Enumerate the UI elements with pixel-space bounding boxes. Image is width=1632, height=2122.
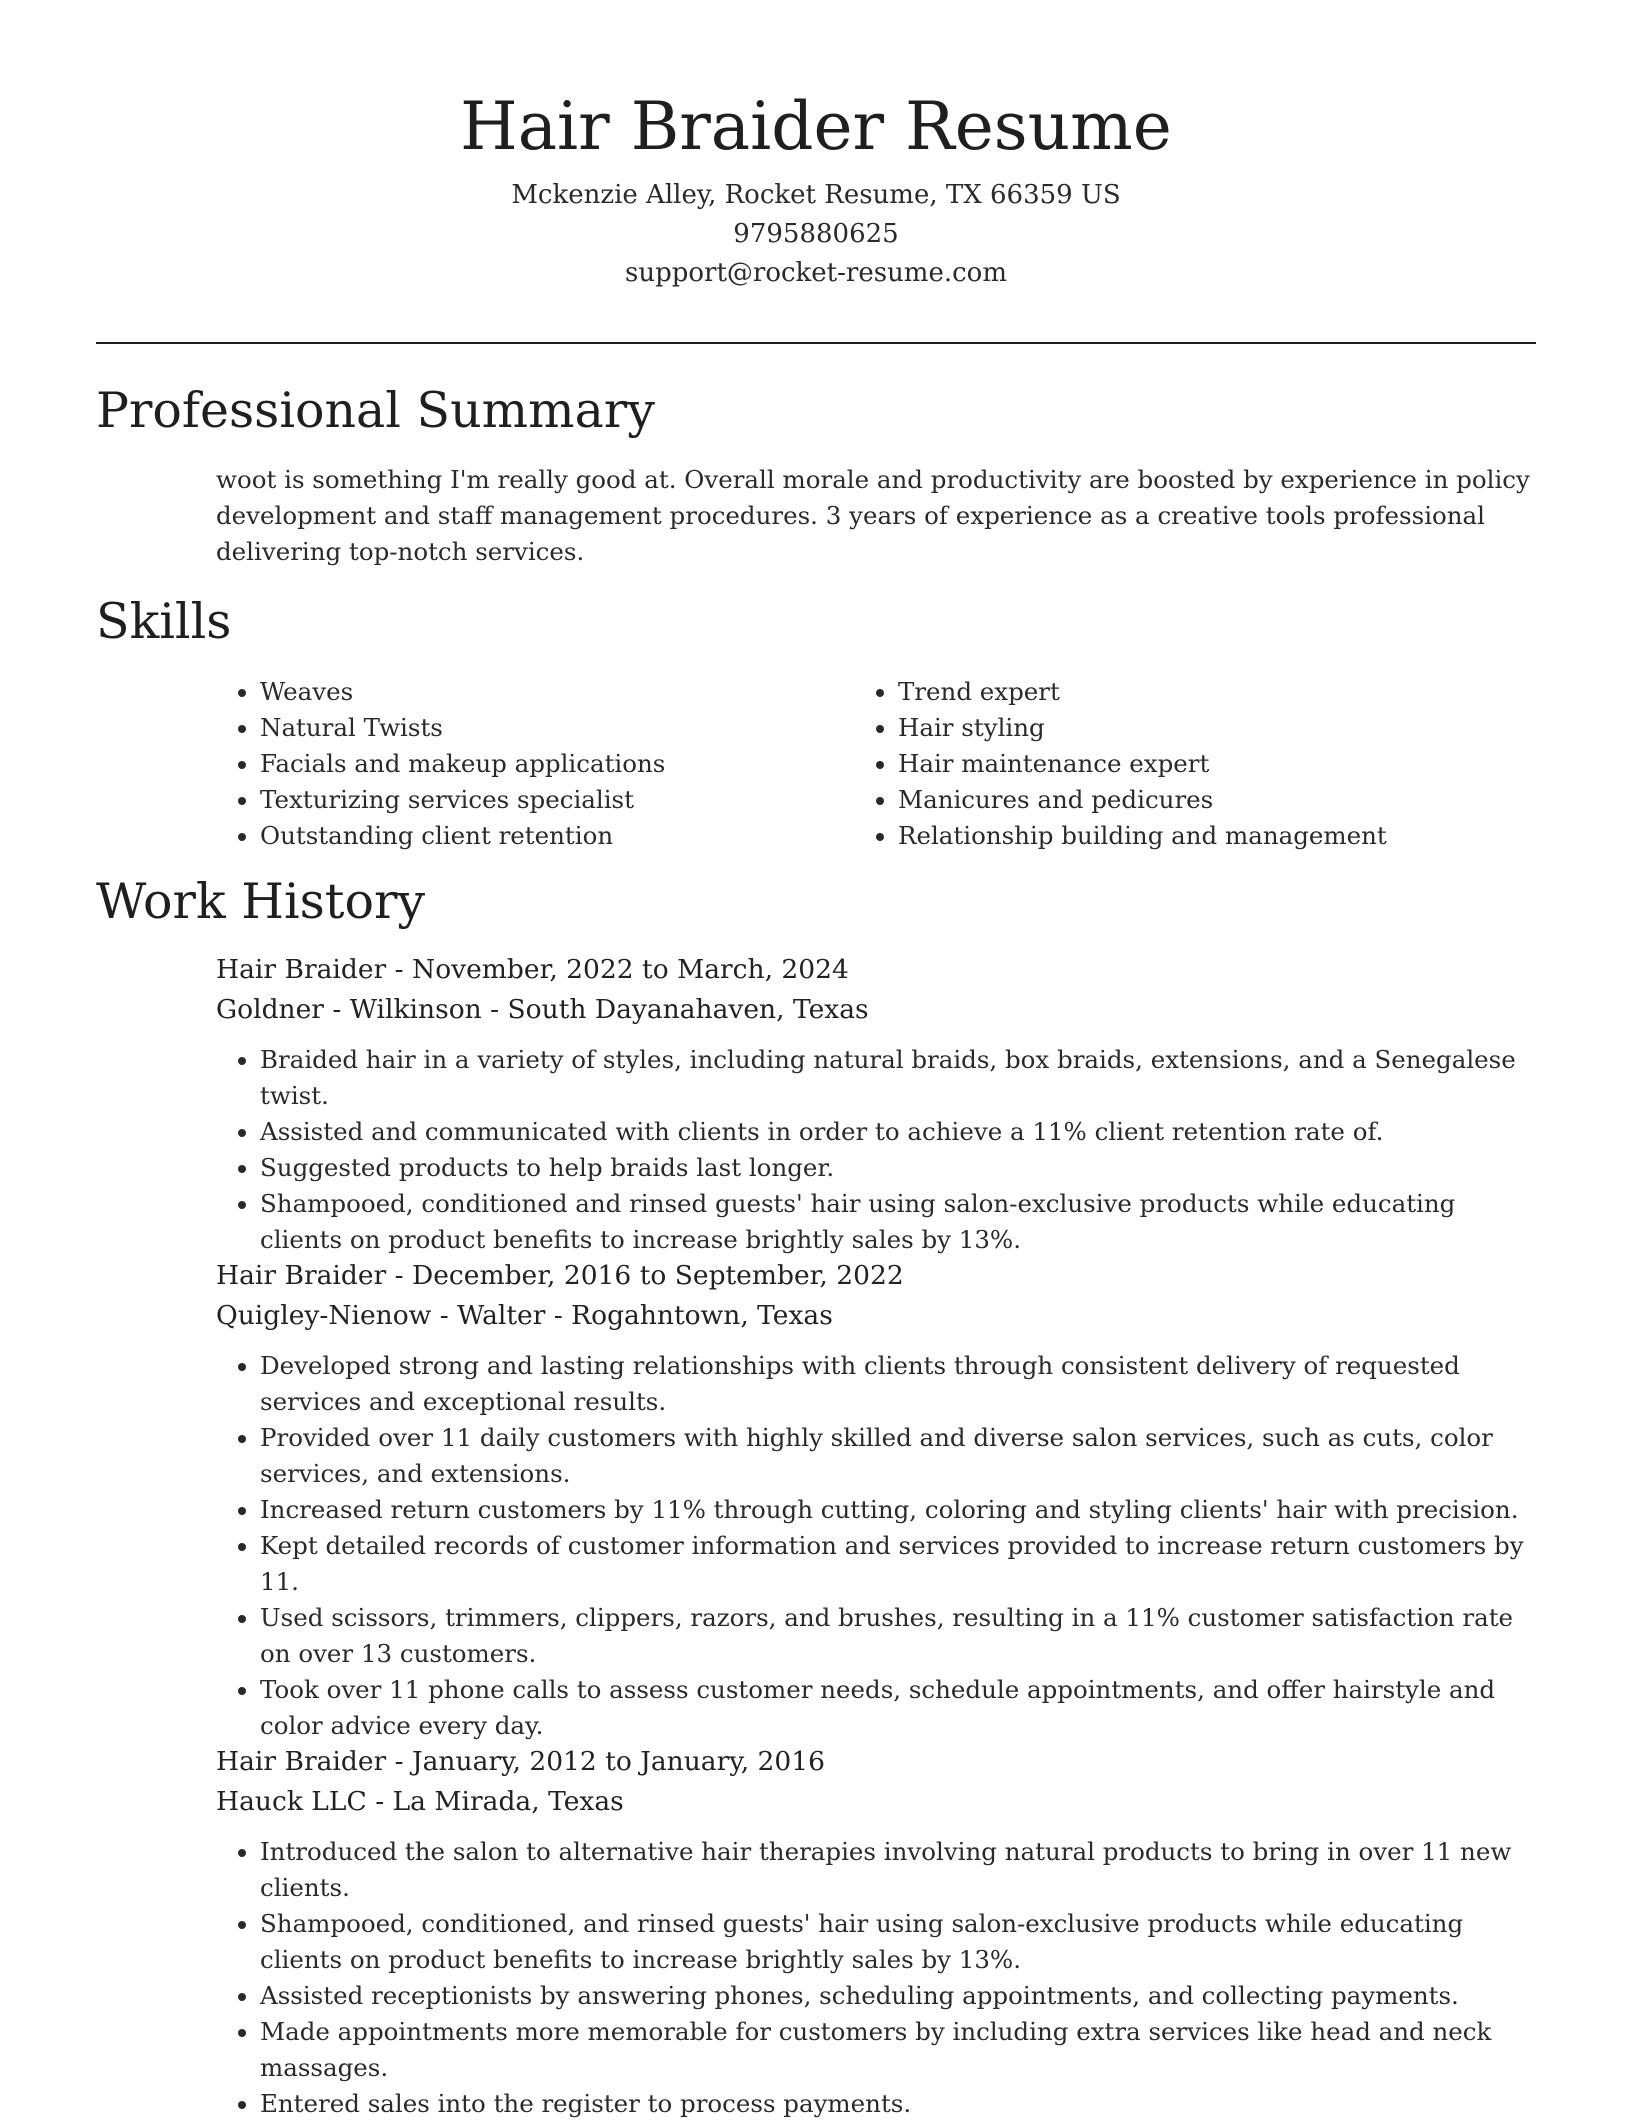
contact-email: support@rocket-resume.com — [624, 258, 1007, 288]
skill-item: • Weaves — [260, 674, 898, 710]
skill-item: • Relationship building and management — [898, 818, 1536, 854]
job-bullet: • Provided over 11 daily customers with highly skilled and diverse salon services, such as cuts, color services, and extensions. — [260, 1420, 1536, 1492]
job-bullet: • Made appointments more memorable for customers by including extra services like head and neck massages. — [260, 2014, 1536, 2086]
job-title-line: Hair Braider - December, 2016 to September, 2022 — [216, 1260, 904, 1291]
job-bullet: • Took over 11 phone calls to assess customer needs, schedule appointments, and offer hairstyle and color advice every day. — [260, 1672, 1536, 1744]
contact-phone: 9795880625 — [733, 219, 899, 249]
job-entry — [216, 950, 1536, 1258]
skills-list-left — [216, 674, 898, 854]
job-bullet: • Developed strong and lasting relationships with clients through consistent delivery of requested services and exceptional results. — [260, 1348, 1536, 1420]
job-bullets — [216, 1348, 1536, 1744]
skill-item: • Hair maintenance expert — [898, 746, 1536, 782]
skill-item: • Hair styling — [898, 710, 1536, 746]
job-title-line: Hair Braider - November, 2022 to March, 2024 — [216, 954, 849, 985]
job-entry — [216, 1256, 1536, 1744]
header-divider — [96, 342, 1536, 344]
skill-item: • Trend expert — [898, 674, 1536, 710]
job-bullet: • Used scissors, trimmers, clippers, razors, and brushes, resulting in a 11% customer satisfaction rate on over 13 customers. — [260, 1600, 1536, 1672]
job-bullet: • Assisted and communicated with clients in order to achieve a 11% client retention rate of. — [260, 1114, 1536, 1150]
contact-address: Mckenzie Alley, Rocket Resume, TX 66359 US — [511, 180, 1121, 210]
skill-item: • Manicures and pedicures — [898, 782, 1536, 818]
job-company-line: Goldner - Wilkinson - South Dayanahaven, Texas — [216, 994, 869, 1025]
job-bullet: • Braided hair in a variety of styles, including natural braids, box braids, extensions, and a Senegalese twist. — [260, 1042, 1536, 1114]
job-bullet: • Shampooed, conditioned, and rinsed guests' hair using salon-exclusive products while educating clients on product benefits to increase brightly sales by 13%. — [260, 1906, 1536, 1978]
job-bullets — [216, 1042, 1536, 1258]
resume-header — [0, 84, 1632, 293]
skills-list-right — [898, 674, 1536, 854]
job-bullet: • Introduced the salon to alternative hair therapies involving natural products to bring in over 11 new clients. — [260, 1834, 1536, 1906]
job-company-line: Hauck LLC - La Mirada, Texas — [216, 1786, 624, 1817]
work-history-heading: Work History — [96, 873, 426, 930]
job-company-line: Quigley-Nienow - Walter - Rogahntown, Texas — [216, 1300, 833, 1331]
job-bullet: • Increased return customers by 11% through cutting, coloring and styling clients' hair with precision. — [260, 1492, 1536, 1528]
contact-block — [0, 176, 1632, 293]
job-bullet: • Suggested products to help braids last longer. — [260, 1150, 1536, 1186]
summary-heading: Professional Summary — [96, 382, 655, 439]
skill-item: • Facials and makeup applications — [260, 746, 898, 782]
skill-item: • Texturizing services specialist — [260, 782, 898, 818]
summary-text: woot is something I'm really good at. Overall morale and productivity are boosted by experience in policy development and staff management procedures. 3 years of experience as a creative tools professional delivering top-notch services. — [216, 465, 1530, 566]
job-title-line: Hair Braider - January, 2012 to January, 2016 — [216, 1746, 825, 1777]
job-bullet: • Entered sales into the register to process payments. — [260, 2086, 1536, 2122]
job-entry — [216, 1742, 1536, 2122]
skill-item: • Outstanding client retention — [260, 818, 898, 854]
skill-item: • Natural Twists — [260, 710, 898, 746]
job-bullets — [216, 1834, 1536, 2122]
skills-columns — [216, 674, 1536, 854]
job-bullet: • Kept detailed records of customer information and services provided to increase return customers by 11. — [260, 1528, 1536, 1600]
job-bullet: • Shampooed, conditioned and rinsed guests' hair using salon-exclusive products while educating clients on product benefits to increase brightly sales by 13%. — [260, 1186, 1536, 1258]
skills-heading: Skills — [96, 593, 232, 650]
resume-title: Hair Braider Resume — [460, 88, 1172, 165]
job-bullet: • Assisted receptionists by answering phones, scheduling appointments, and collecting payments. — [260, 1978, 1536, 2014]
